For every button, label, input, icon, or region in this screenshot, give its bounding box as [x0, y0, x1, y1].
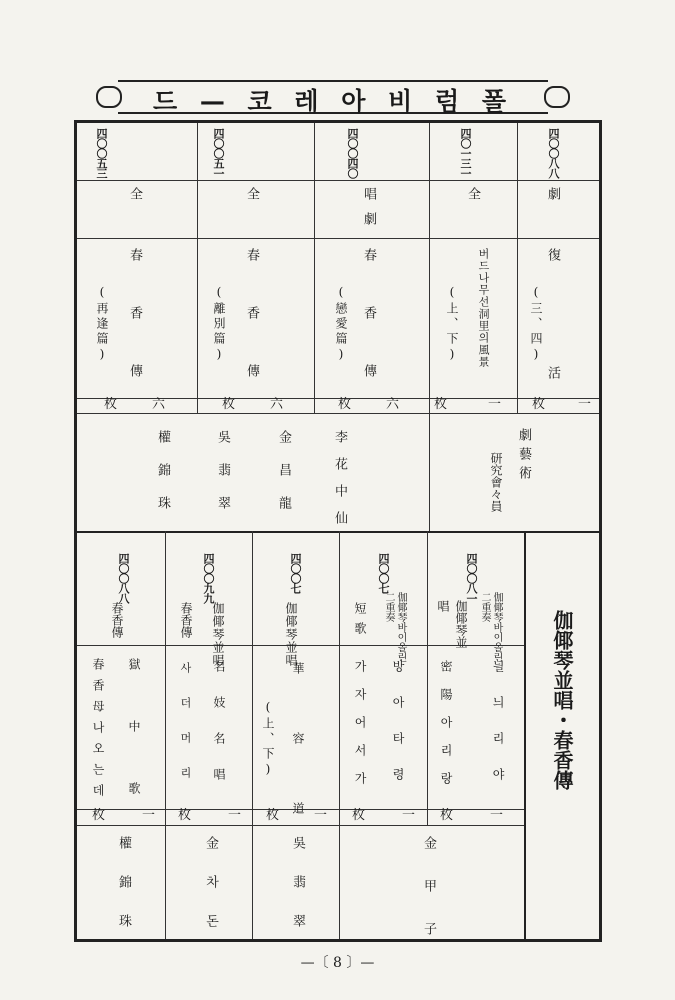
record-subtitle: (再逢篇) — [95, 285, 109, 364]
catalog-number: 四〇〇八一 — [465, 553, 478, 603]
disc-count: 一 — [314, 808, 328, 823]
record-title: 復活 — [545, 248, 560, 484]
section-side-title: 伽倻琴並唱・春香傳 — [550, 610, 574, 790]
title-a: 방아타령 — [391, 660, 405, 804]
unit-label: 枚 — [92, 808, 106, 823]
title-b: 密陽아리랑 — [439, 660, 453, 800]
cast-name-1: 李花中仙 — [332, 430, 347, 538]
catalog-number: 四〇〇四〇 — [346, 128, 359, 178]
catalog-number: 四〇〇八八 — [547, 128, 560, 178]
unit-label: 枚 — [178, 808, 192, 823]
troupe-name: 劇藝術 — [516, 428, 531, 485]
header-title: 드 — 코 레 아 비 럼 폴 — [153, 87, 513, 116]
performer-3: 吳翡翠 — [290, 836, 305, 953]
performer: 全 — [127, 187, 142, 200]
record-subtitle: (上、下) — [261, 700, 275, 779]
performer-2: 金차돈 — [203, 836, 218, 953]
catalog-number: 四〇〇九九 — [202, 553, 215, 603]
record-subtitle: (三、四) — [529, 285, 543, 364]
unit-label: 枚 — [532, 397, 546, 412]
genre: 伽倻琴並唱 — [284, 602, 298, 667]
catalog-number: 四〇〇七 — [377, 553, 390, 593]
title-a: 늴늬리야 — [491, 660, 505, 804]
header-banner — [88, 80, 578, 116]
unit-label: 枚 — [338, 397, 352, 412]
record-title: 春香傳 — [361, 248, 376, 422]
record-title: 華容道 — [291, 662, 305, 872]
unit-label: 枚 — [440, 808, 454, 823]
disc-count: 一 — [488, 397, 502, 412]
disc-count: 六 — [386, 397, 400, 412]
performer: 全 — [465, 187, 480, 200]
title-a: 獄中歌 — [127, 658, 141, 844]
cast-name-3: 吳翡翠 — [215, 430, 230, 529]
cast-name-2: 金昌龍 — [276, 430, 291, 529]
genre: 春香傳 — [110, 602, 124, 638]
catalog-number: 四〇一三一 — [459, 128, 472, 178]
record-subtitle: (離別篇) — [212, 285, 226, 364]
title-b: 가자어서가 — [353, 660, 367, 800]
record-subtitle: (上、下) — [445, 285, 459, 364]
performer: 唱劇 — [361, 187, 376, 237]
disc-count: 一 — [228, 808, 242, 823]
catalog-number: 四〇〇五一 — [212, 128, 225, 178]
performer: 全 — [244, 187, 259, 200]
disc-count: 六 — [270, 397, 284, 412]
title-b: 사더머리 — [179, 662, 192, 802]
genre-b: 春香傳 — [179, 602, 193, 638]
troupe-members: 研究會々員 — [489, 452, 503, 512]
unit-label: 枚 — [266, 808, 280, 823]
disc-count: 一 — [578, 397, 592, 412]
disc-count: 六 — [152, 397, 166, 412]
unit-label: 枚 — [104, 397, 118, 412]
genre-b: 伽倻琴並唱 — [436, 600, 468, 648]
genre-a: 伽倻琴바이올린二重奏 — [383, 592, 406, 662]
catalog-number: 四〇〇五三 — [95, 128, 108, 178]
title-a: 名妓名唱 — [212, 660, 226, 804]
record-title: 春香傳 — [127, 248, 142, 422]
cast-name-4: 權錦珠 — [155, 430, 170, 529]
performer-1: 權錦珠 — [116, 836, 131, 953]
disc-count: 一 — [402, 808, 416, 823]
title-b: 春香母나오는데 — [91, 658, 105, 805]
record-title: 春香傳 — [244, 248, 259, 422]
page-number: —〔 8 〕— — [300, 955, 375, 971]
catalog-number: 四〇〇八八 — [117, 553, 130, 603]
record-subtitle: (戀愛篇) — [334, 285, 348, 364]
disc-count: 一 — [142, 808, 156, 823]
unit-label: 枚 — [222, 397, 236, 412]
disc-count: 一 — [490, 808, 504, 823]
unit-label: 枚 — [434, 397, 448, 412]
genre-a: 伽倻琴並唱 — [211, 602, 225, 667]
record-title: 버드나무선洞里의風景 — [477, 248, 490, 368]
unit-label: 枚 — [352, 808, 366, 823]
performer: 劇 — [545, 187, 560, 200]
catalog-number: 四〇〇七 — [289, 553, 302, 593]
performer-4: 金甲子 — [421, 836, 436, 965]
genre-b: 短歌 — [353, 602, 367, 642]
genre-a: 伽倻琴바이올린二重奏 — [479, 592, 502, 662]
